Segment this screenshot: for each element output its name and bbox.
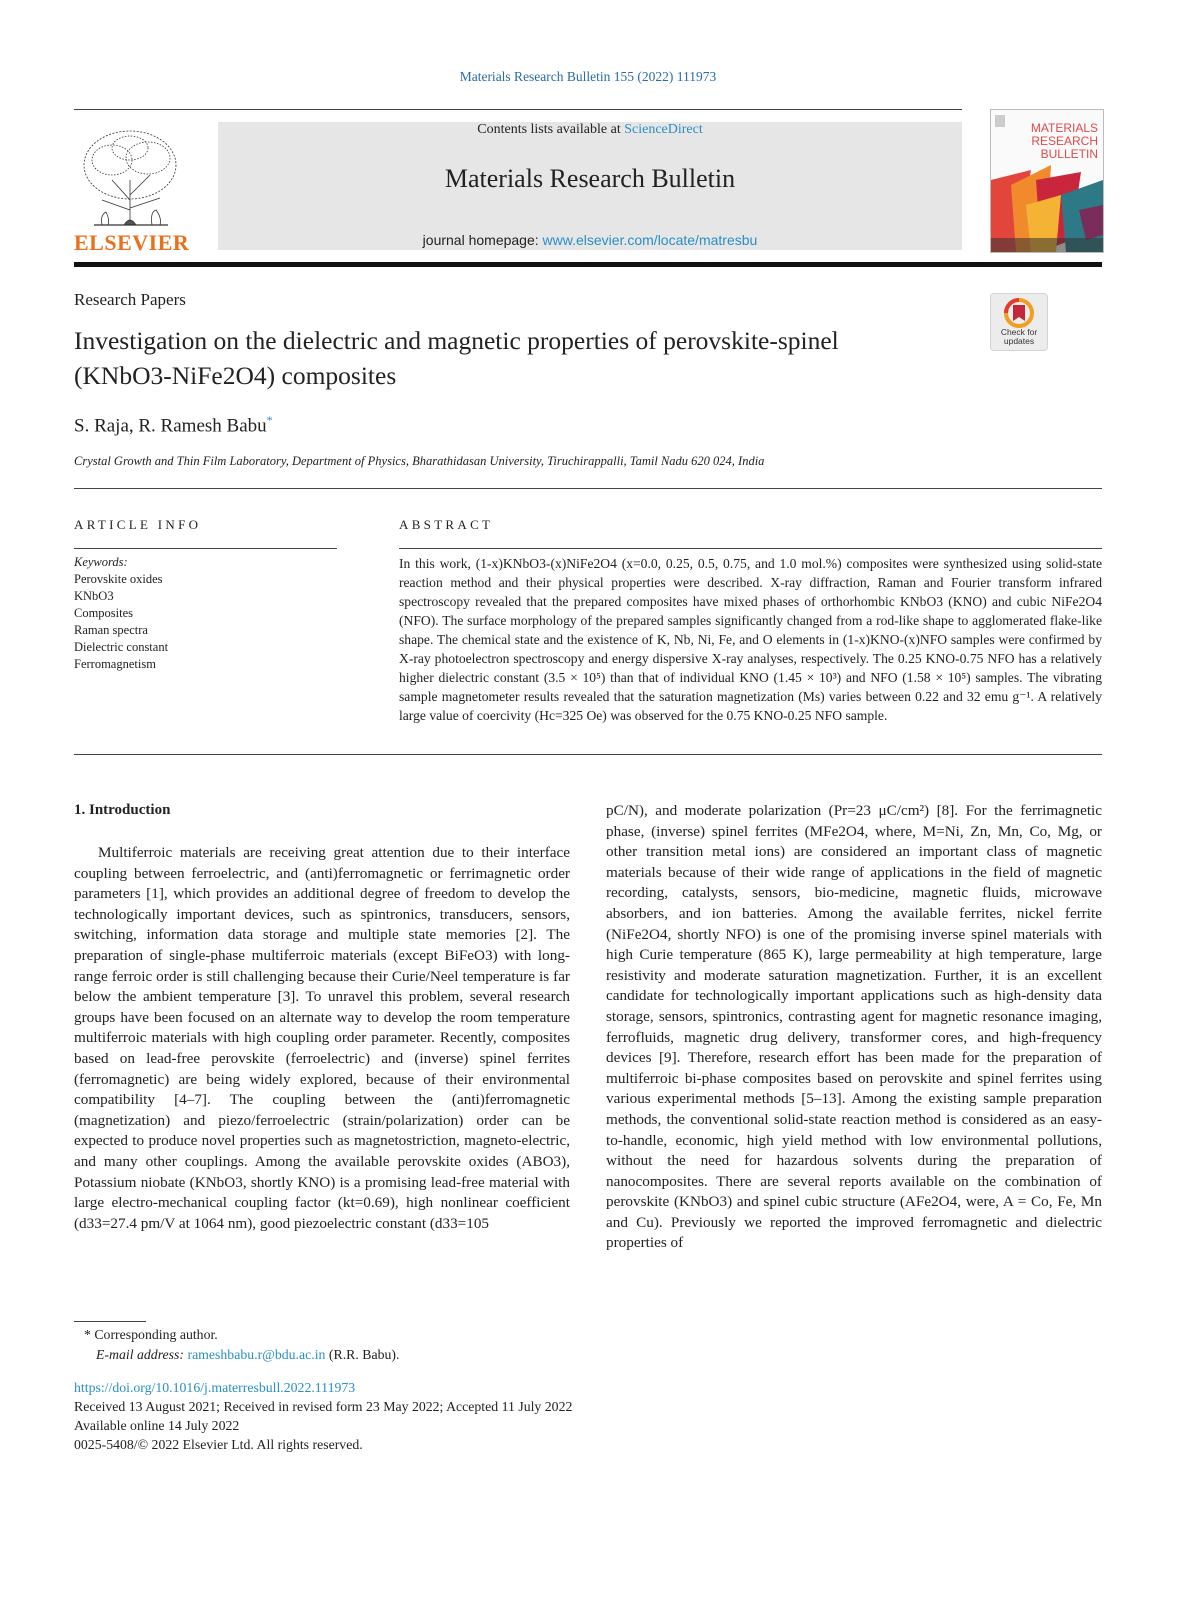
authors-names: S. Raja, R. Ramesh Babu — [74, 415, 267, 437]
keywords-list — [74, 554, 168, 673]
header-thick-rule — [74, 262, 1102, 267]
contents-available-line — [218, 122, 962, 138]
introduction-heading: 1. Introduction — [74, 802, 171, 818]
abstract-heading: ABSTRACT — [399, 517, 494, 532]
journal-homepage-link[interactable]: www.elsevier.com/locate/matresbu — [542, 232, 758, 248]
keyword-item: Perovskite oxides — [74, 572, 163, 586]
introduction-right-column: pC/N), and moderate polarization (Pr=23 μC/cm²) [8]. For the ferrimagnetic phase, (inverse) spinel ferrites (MFe2O4, where, M=Ni, Zn, Mn, Co, Mg, or other transition metal ions) are considered an important class of magnetic materials because of their wide range of applications in the field of magnetic recording, catalysts, sensors, bio-medicine, magnetic fluids, microwave absorbers, and ion batteries. Among the available ferrites, nickel ferrite (NiFe2O4, shortly NFO) is one of the promising inverse spinel materials with high Curie temperature (865 K), large permeability at high temperature, large resistivity and moderate saturation magnetization. Further, it is an excellent candidate for technologically important applications such as high-density data storage, sensors, spintronics, contrasting agent for magnetic resonance imaging, ferrofluids, magnetic drug delivery, transformer cores, and high-frequency devices [9]. Therefore, research effort has been made for the preparation of multiferroic bi-phase composites based on perovskite and spinel ferrites using various experimental methods [5–13]. Among the existing sample preparation methods, the conventional solid-state reaction method is considered as an easy-to-handle, economic, high yield method with low environmental pollutions, without the need for hazardous solvents during the preparation of nanocomposites. There are several reports available on the combination of perovskite (KNbO3) and spinel cubic structure (AFe2O4, were, A = Co, Fe, Mn and Cu). Previously we reported the improved ferromagnetic and dielectric properties of — [606, 802, 1102, 1252]
journal-citation[interactable]: Materials Research Bulletin 155 (2022) 111973 — [459, 69, 717, 84]
email-label: E-mail address: — [96, 1347, 185, 1362]
homepage-prefix: journal homepage: — [422, 232, 543, 248]
header-rule — [74, 109, 962, 110]
abstract-text: In this work, (1-x)KNbO3-(x)NiFe2O4 (x=0.0, 0.25, 0.5, 0.75, and 1.0 mol.%) composites were synthesized using solid-state reaction method and their physical properties were described. X-ray diffraction, Raman and Fourier transform infrared spectroscopy revealed that the prepared composites have mixed phases of orthorhombic KNbO3 (KNO) and cubic NiFe2O4 (NFO). The surface morphology of the prepared samples significantly changed from a rod-like shape to agglomerated flake-like shape. The chemical state and the existence of K, Nb, Ni, Fe, and O elements in (1-x)KNO-(x)NFO samples were confirmed by X-ray photoelectron spectroscopy and energy dispersive X-ray analyses, respectively. The 0.25 KNO-0.75 NFO has a relatively higher dielectric constant (3.5 × 10⁵) than that of individual KNO (1.45 × 10³) and NFO (1.58 × 10⁵) samples. The vibrating sample magnetometer results revealed that the saturation magnetization (Ms) varies between 0.22 and 32 emu g⁻¹. A relatively large value of coercivity (Hc=325 Oe) was observed for the 0.75 KNO-0.25 NFO sample. — [399, 556, 1102, 723]
received-dates: Received 13 August 2021; Received in revised form 23 May 2022; Accepted 11 July 2022 — [74, 1399, 573, 1414]
corresponding-author-label: Corresponding author. — [94, 1327, 218, 1342]
corresponding-author-note — [84, 1325, 399, 1345]
check-for-updates-icon — [991, 296, 1047, 330]
cover-title — [1031, 122, 1098, 161]
cover-title-line: BULLETIN — [1040, 147, 1098, 161]
doi-link[interactable]: https://doi.org/10.1016/j.materresbull.2022.111973 — [74, 1380, 356, 1395]
copyright-line: 0025-5408/© 2022 Elsevier Ltd. All rights reserved. — [74, 1437, 363, 1452]
footnote — [84, 1325, 399, 1365]
sciencedirect-link[interactable]: ScienceDirect — [624, 122, 703, 137]
abstract-bottom-rule — [74, 754, 1102, 755]
keyword-item: KNbO3 — [74, 589, 114, 603]
elsevier-wordmark: ELSEVIER — [74, 230, 190, 255]
affiliation-rule — [74, 488, 1102, 489]
author-affiliation: Crystal Growth and Thin Film Laboratory, Department of Physics, Bharathidasan University, Tiruchirappalli, Tamil Nadu 620 024, India — [74, 454, 765, 468]
keyword-item: Raman spectra — [74, 623, 148, 637]
journal-title: Materials Research Bulletin — [444, 164, 736, 193]
check-for-updates-button[interactable] — [990, 293, 1048, 351]
contents-prefix: Contents lists available at — [477, 122, 625, 137]
article-section-tag: Research Papers — [74, 290, 186, 309]
author-email-link[interactable]: rameshbabu.r@bdu.ac.in — [187, 1347, 326, 1362]
journal-homepage-line — [218, 232, 962, 248]
cover-title-line: RESEARCH — [1031, 134, 1098, 148]
email-suffix: (R.R. Babu). — [328, 1347, 400, 1362]
footnote-rule — [74, 1321, 146, 1322]
article-metadata — [74, 1378, 572, 1454]
keyword-item: Ferromagnetism — [74, 657, 156, 671]
article-info-heading: ARTICLE INFO — [74, 517, 202, 532]
keywords-label: Keywords: — [74, 555, 128, 569]
introduction-left-column: Multiferroic materials are receiving great attention due to their interface coupling between ferroelectric, and (anti)ferromagnetic or ferrimagnetic order parameters [1], which provides an additional degree of freedom to develop the technologically important devices, such as spintronics, transducers, sensors, switching, information data storage and multiple state memories [2]. The preparation of single-phase multiferroic materials (except BiFeO3) with long-range ferroic order is still challenging because their Curie/Neel temperature is far below the ambient temperature [3]. To unravel this problem, several research groups have been focused on an alternate way to develop the room temperature multiferroic materials with high coupling order parameter. Recently, composites based on lead-free perovskite (ferroelectric) and (inverse) spinel ferrites (ferromagnetic) are being widely explored, because of their environmental compatibility [4–7]. The coupling between the (anti)ferromagnetic (magnetization) and piezo/ferroelectric (strain/polarization) order can be expected to produce novel properties such as magnetostriction, magneto-electric, and many other couplings. Among the available perovskite oxides (ABO3), Potassium niobate (KNbO3, shortly KNO) is a promising lead-free material with large electro-mechanical coupling factor (kt=0.69), high nonlinear coefficient (d33=27.4 pm/V at 1064 nm), good piezoelectric constant (d33=105 — [74, 844, 570, 1232]
email-line — [84, 1345, 399, 1365]
journal-cover-image-icon[interactable] — [990, 109, 1104, 253]
article-title-line2: (KNbO3-NiFe2O4) composites — [74, 361, 397, 390]
keyword-item: Composites — [74, 606, 134, 620]
corresponding-author-mark[interactable]: * — [266, 413, 273, 427]
abstract-rule — [399, 548, 1102, 549]
keyword-item: Dielectric constant — [74, 640, 169, 654]
footnote-mark: * — [84, 1327, 91, 1342]
article-title — [74, 323, 974, 393]
article-title-line1: Investigation on the dielectric and magnetic properties of perovskite-spinel — [74, 326, 839, 355]
article-info-rule — [74, 548, 337, 549]
cover-title-line: MATERIALS — [1030, 121, 1098, 135]
available-online: Available online 14 July 2022 — [74, 1418, 240, 1433]
check-for-updates-label: Check for updates — [1000, 327, 1038, 346]
author-list — [74, 413, 273, 437]
